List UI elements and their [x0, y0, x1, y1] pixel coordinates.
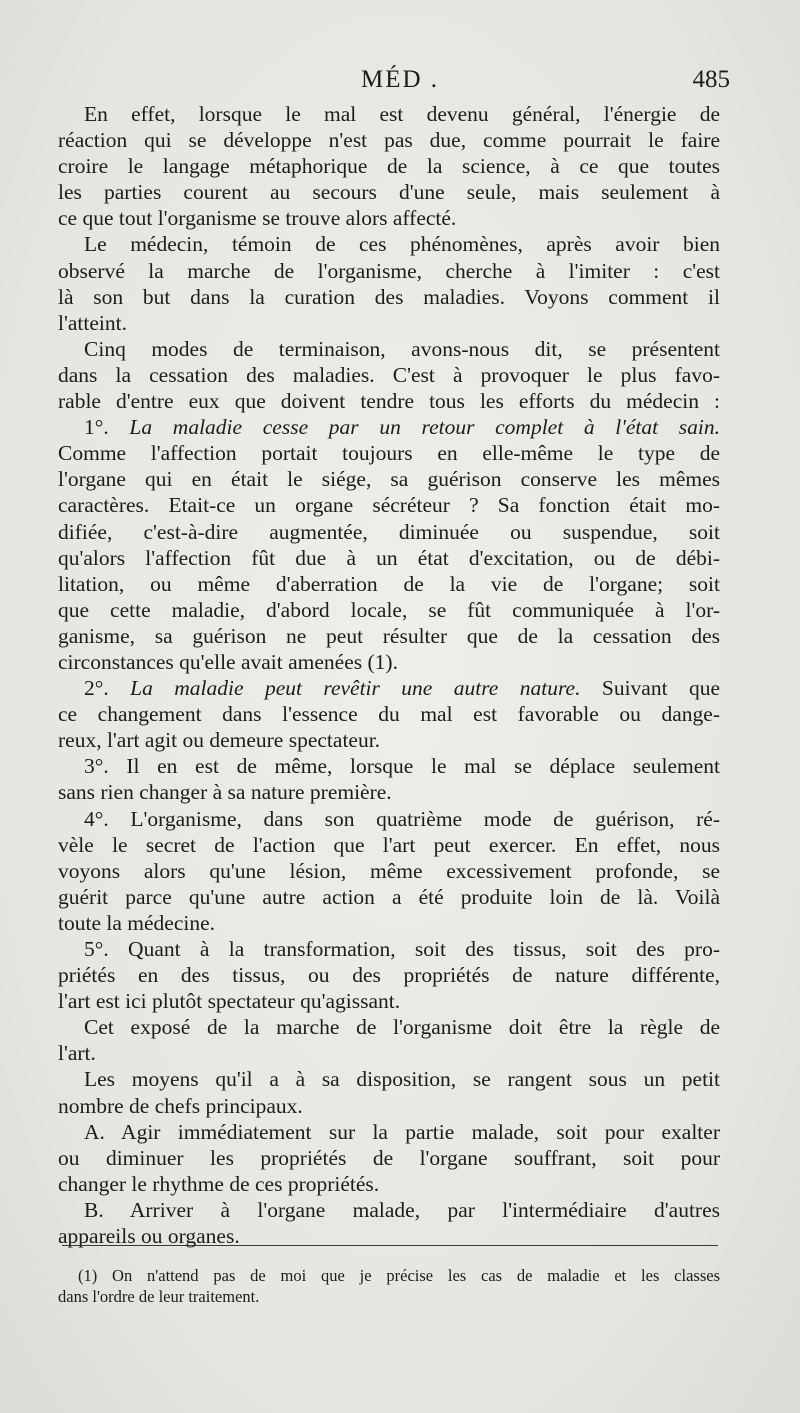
footnote-rule — [62, 1245, 718, 1246]
line-text: ce changement dans l'essence du mal est favorable ou dange- — [58, 702, 720, 727]
text-line — [58, 727, 720, 753]
text-line — [58, 1093, 720, 1119]
line-text: reux, l'art agit ou demeure spectateur. — [58, 728, 381, 753]
text-line — [58, 988, 720, 1014]
line-text: ce que tout l'organisme se trouve alors affecté. — [58, 206, 457, 231]
text-line — [58, 440, 720, 466]
text-line — [58, 519, 720, 545]
text-line — [58, 362, 720, 388]
text-line — [58, 623, 720, 649]
body-text — [58, 101, 720, 1249]
line-text: réaction qui se développe n'est pas due, comme pourrait le faire — [58, 128, 720, 153]
line-text: litation, ou même d'aberration de la vie de l'organe; soit — [58, 571, 720, 596]
line-text: ou diminuer les propriétés de l'organe souffrant, soit pour — [58, 1145, 720, 1170]
line-text: B. Arriver à l'organe malade, par l'intermédiaire d'autres — [84, 1197, 720, 1222]
line-text: 3°. Il en est de même, lorsque le mal se déplace seulement — [84, 754, 720, 779]
line-text: appareils ou organes. — [58, 1224, 240, 1249]
text-line — [58, 753, 720, 779]
text-line — [58, 701, 720, 727]
text-line — [58, 101, 720, 127]
line-text: toute la médecine. — [58, 910, 215, 935]
line-text: ganisme, sa guérison ne peut résulter que de la cessation des — [58, 623, 720, 648]
text-line — [58, 179, 720, 205]
line-text: dans l'ordre de leur traitement. — [58, 1287, 260, 1306]
text-line — [58, 284, 720, 310]
text-line — [58, 258, 720, 284]
line-text: A. Agir immédiatement sur la partie malade, soit pour exalter — [84, 1119, 720, 1144]
line-text: (1) On n'attend pas de moi que je précise les cas de maladie et les classes — [78, 1266, 720, 1285]
line-text: rable d'entre eux que doivent tendre tous les efforts du médecin : — [58, 389, 720, 414]
line-text: l'art. — [58, 1041, 96, 1066]
text-line — [58, 1197, 720, 1223]
text-line — [58, 1014, 720, 1040]
text-line — [58, 231, 720, 257]
line-text: changer le rhythme de ces propriétés. — [58, 1171, 380, 1196]
line-text: vèle le secret de l'action que l'art peut exercer. En effet, nous — [58, 832, 720, 857]
line-text: 4°. L'organisme, dans son quatrième mode de guérison, ré- — [84, 806, 720, 831]
line-text: Cinq modes de terminaison, avons-nous dit, se présentent — [84, 336, 720, 361]
text-line — [58, 779, 720, 805]
text-line — [58, 153, 720, 179]
text-line — [58, 205, 720, 231]
line-text: croire le langage métaphorique de la science, à ce que toutes — [58, 154, 720, 179]
line-text: guérit parce qu'une autre action a été produite loin de là. Voilà — [58, 884, 720, 909]
line-text: qu'alors l'affection fût due à un état d'excitation, ou de débi- — [58, 545, 720, 570]
line-text: 5°. Quant à la transformation, soit des tissus, soit des pro- — [84, 937, 720, 961]
text-line — [58, 884, 720, 910]
line-text: 1°. — [84, 415, 109, 440]
line-text: nombre de chefs principaux. — [58, 1093, 303, 1118]
text-line — [58, 545, 720, 571]
page-number: 485 — [692, 66, 730, 93]
line-text: dans la cessation des maladies. C'est à provoquer le plus favo- — [58, 362, 720, 387]
text-line — [58, 127, 720, 153]
line-text: l'organe qui en était le siége, sa guérison conserve les mêmes — [58, 467, 720, 492]
text-line — [58, 1040, 720, 1066]
text-line — [58, 1066, 720, 1092]
text-line — [58, 388, 720, 414]
text-line — [58, 858, 720, 884]
text-line — [58, 910, 720, 936]
line-text: là son but dans la curation des maladies. Voyons comment il — [58, 284, 720, 309]
line-text: priétés en des tissus, ou des propriétés de nature différente, — [58, 963, 720, 988]
text-line — [58, 649, 720, 675]
line-text-continued: Suivant que — [601, 676, 721, 701]
text-line — [58, 336, 720, 362]
text-line — [58, 597, 720, 623]
text-line — [58, 675, 720, 701]
line-text: Les moyens qu'il a à sa disposition, se rangent sous un petit — [84, 1067, 720, 1092]
page-header — [0, 66, 800, 102]
italic-heading: La maladie cesse par un retour complet à l'état sain. — [129, 415, 721, 440]
line-text: l'art est ici plutôt spectateur qu'agissant. — [58, 989, 401, 1014]
footnote-line — [58, 1265, 720, 1286]
text-line — [58, 466, 720, 492]
text-line — [58, 492, 720, 518]
line-text: circonstances qu'elle avait amenées (1). — [58, 649, 398, 674]
footnote-line — [58, 1286, 720, 1307]
line-text: sans rien changer à sa nature première. — [58, 780, 392, 805]
text-line — [58, 832, 720, 858]
line-text: Le médecin, témoin de ces phénomènes, après avoir bien — [84, 232, 720, 257]
text-line — [58, 310, 720, 336]
text-line — [58, 414, 720, 440]
text-line — [58, 962, 720, 988]
text-line — [58, 1145, 720, 1171]
footnote — [58, 1265, 720, 1307]
text-line — [58, 1171, 720, 1197]
line-text: Cet exposé de la marche de l'organisme doit être la règle de — [84, 1015, 720, 1040]
line-text: caractères. Etait-ce un organe sécréteur ? Sa fonction était mo- — [58, 493, 720, 518]
text-line — [58, 806, 720, 832]
line-text: l'atteint. — [58, 310, 127, 335]
line-text: que cette maladie, d'abord locale, se fût communiquée à l'or- — [58, 597, 720, 622]
line-text: 2°. — [84, 676, 109, 701]
text-line — [58, 1119, 720, 1145]
text-line — [58, 571, 720, 597]
text-line — [58, 936, 720, 962]
italic-heading: La maladie peut revêtir une autre nature. — [130, 676, 581, 701]
line-text: observé la marche de l'organisme, cherche à l'imiter : c'est — [58, 258, 720, 283]
line-text: Comme l'affection portait toujours en elle-même le type de — [58, 441, 720, 466]
line-text: difiée, c'est-à-dire augmentée, diminuée ou suspendue, soit — [58, 519, 720, 544]
running-head: MÉD . — [360, 66, 440, 93]
line-text: les parties courent au secours d'une seule, mais seulement à — [58, 180, 720, 205]
line-text: voyons alors qu'une lésion, même excessivement profonde, se — [58, 858, 720, 883]
line-text: En effet, lorsque le mal est devenu général, l'énergie de — [84, 102, 720, 126]
